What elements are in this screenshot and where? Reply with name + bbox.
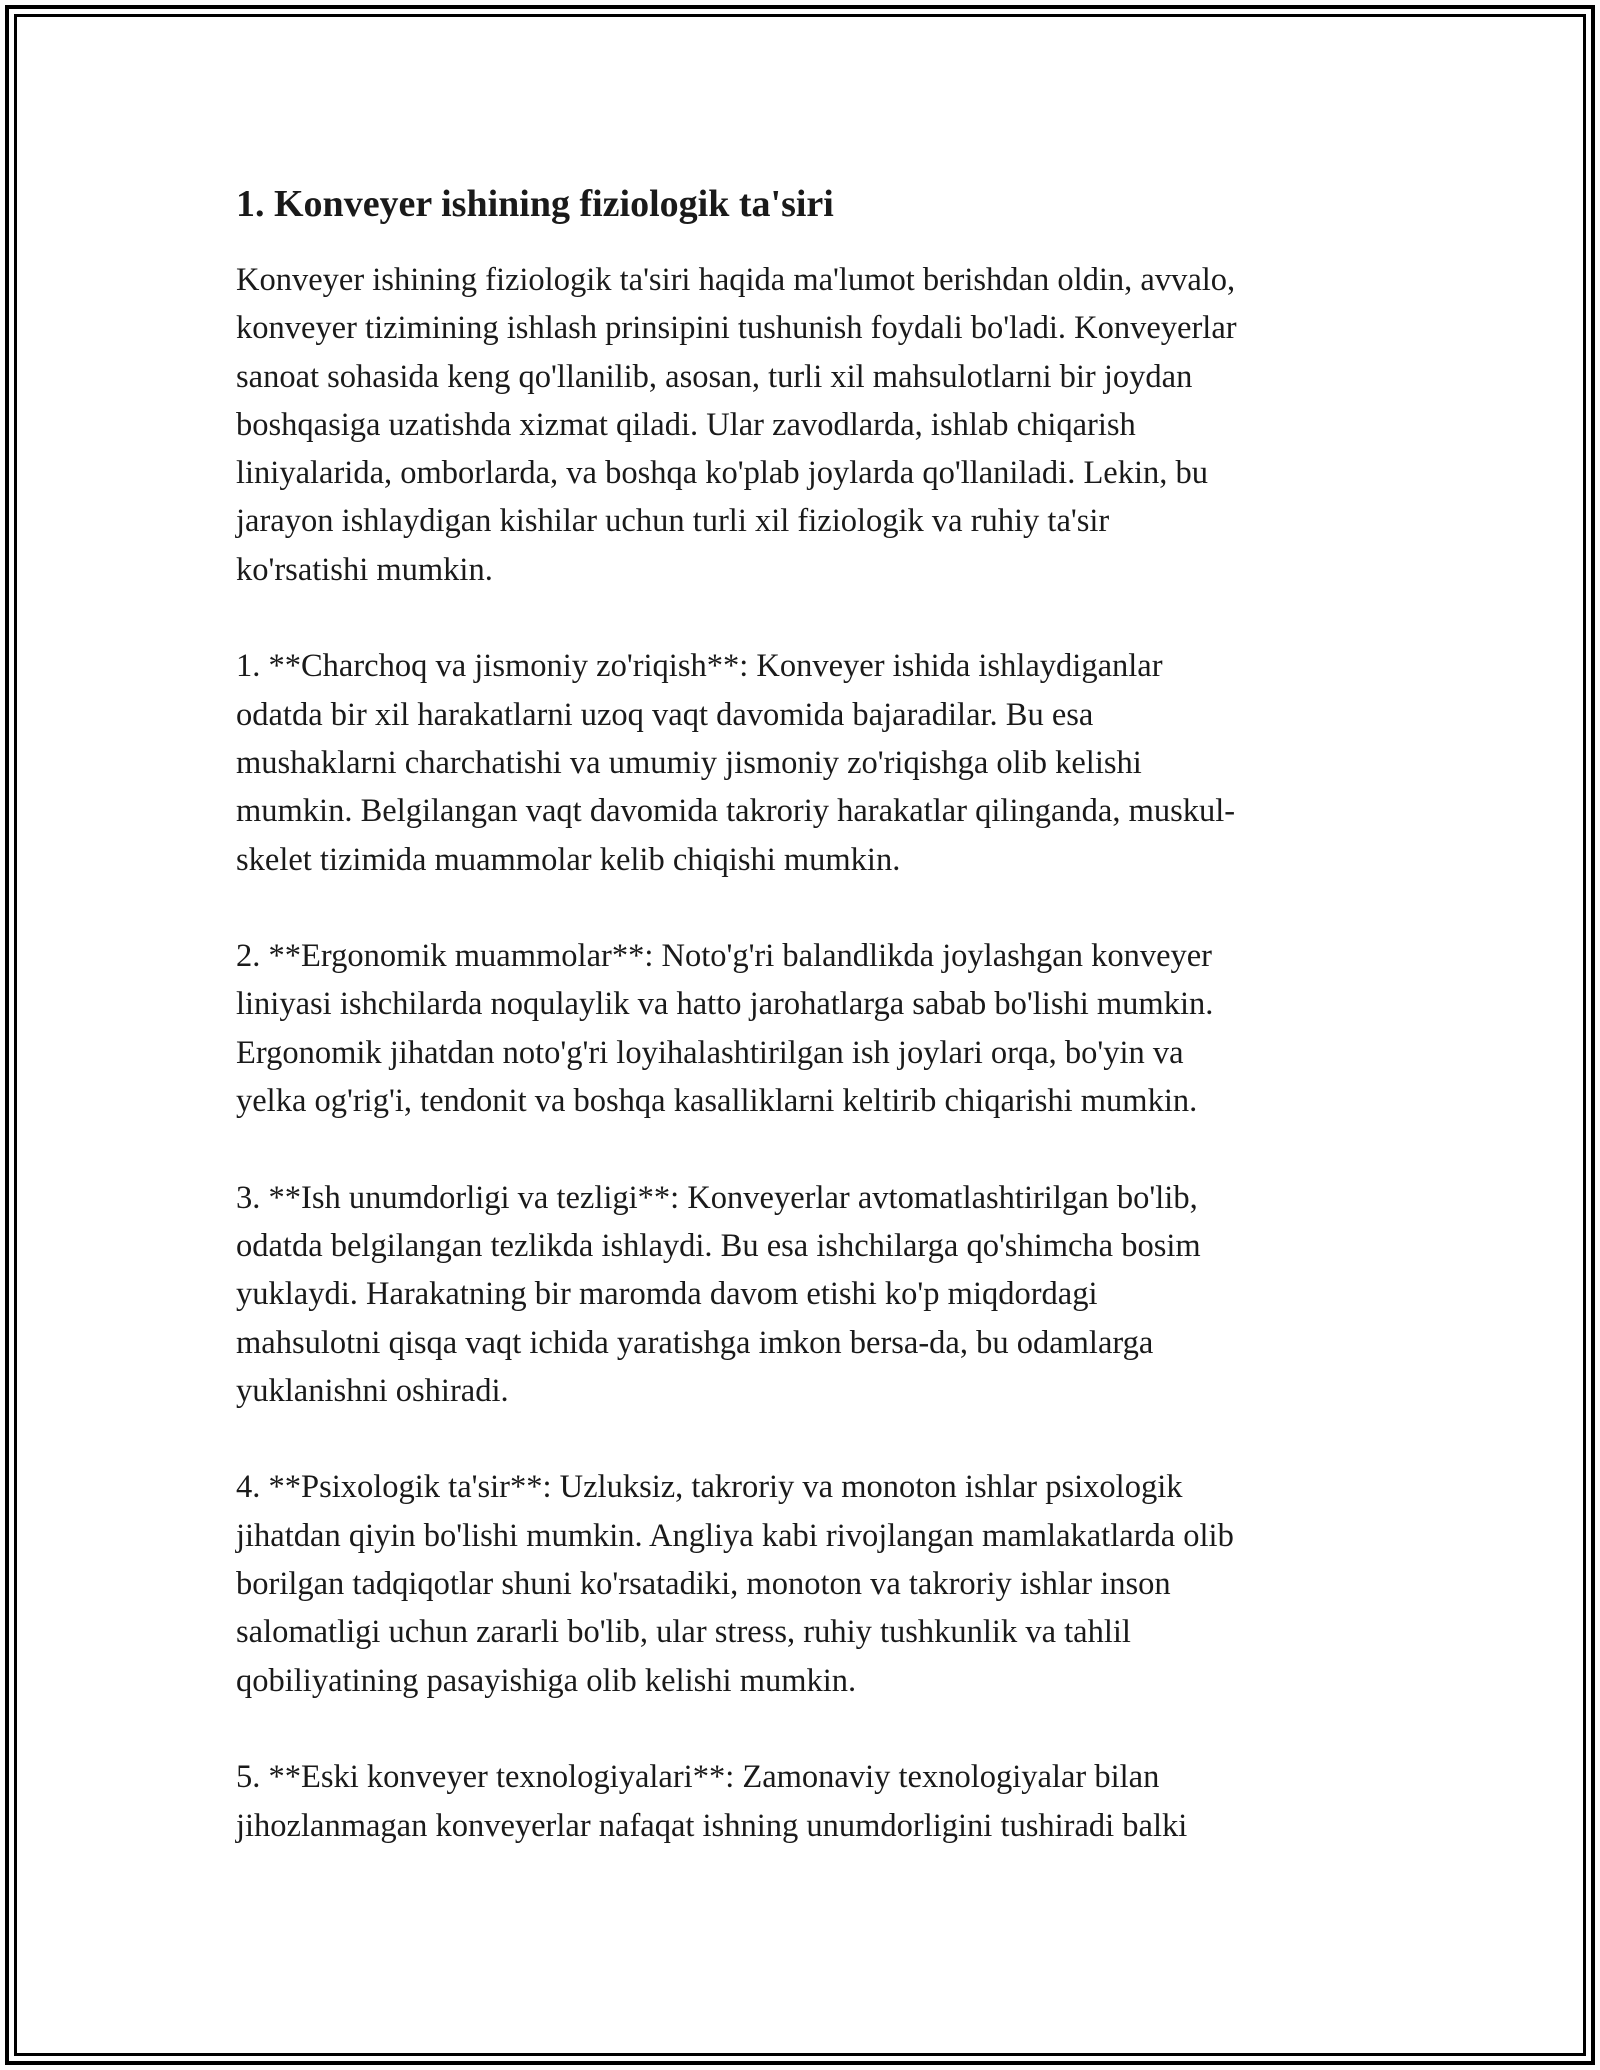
text-line: yelka og'rig'i, tendonit va boshqa kasalliklarni keltirib chiqarishi mumkin. bbox=[236, 1083, 1198, 1120]
text-line: Ergonomik jihatdan noto'g'ri loyihalashtirilgan ish joylari orqa, bo'yin va bbox=[236, 1034, 1184, 1071]
text-line: sanoat sohasida keng qo'llanilib, asosan, turli xil mahsulotlarni bir joydan bbox=[236, 358, 1193, 395]
text-line: boshqasiga uzatishda xizmat qiladi. Ular zavodlarda, ishlab chiqarish bbox=[236, 406, 1136, 443]
paragraph-item-4 bbox=[236, 1463, 1370, 1704]
paragraph-item-5 bbox=[236, 1753, 1370, 1850]
text-line: qobiliyatining pasayishiga olib kelishi mumkin. bbox=[236, 1662, 857, 1699]
text-line: ko'rsatishi mumkin. bbox=[236, 551, 493, 588]
document-title: 1. Konveyer ishining fiziologik ta'siri bbox=[236, 183, 834, 225]
document-page bbox=[236, 178, 1370, 1898]
text-line: liniyasi ishchilarda noqulaylik va hatto jarohatlarga sabab bo'lishi mumkin. bbox=[236, 986, 1214, 1023]
text-line: salomatligi uchun zararli bo'lib, ular stress, ruhiy tushkunlik va tahlil bbox=[236, 1614, 1131, 1651]
text-line: 5. **Eski konveyer texnologiyalari**: Zamonaviy texnologiyalar bilan bbox=[236, 1759, 1160, 1796]
text-line: Konveyer ishining fiziologik ta'siri haqida ma'lumot berishdan oldin, avvalo, bbox=[236, 262, 1236, 298]
text-line: 4. **Psixologik ta'sir**: Uzluksiz, takroriy va monoton ishlar psixologik bbox=[236, 1469, 1183, 1506]
text-line: liniyalarida, omborlarda, va boshqa ko'plab joylarda qo'llaniladi. Lekin, bu bbox=[236, 455, 1209, 492]
text-line: jihozlanmagan konveyerlar nafaqat ishning unumdorligini tushiradi balki bbox=[236, 1807, 1188, 1844]
paragraph-intro bbox=[236, 256, 1370, 594]
text-line: odatda belgilangan tezlikda ishlaydi. Bu esa ishchilarga qo'shimcha bosim bbox=[236, 1227, 1201, 1264]
text-line: yuklaydi. Harakatning bir maromda davom etishi ko'p miqdordagi bbox=[236, 1276, 1098, 1313]
text-line: borilgan tadqiqotlar shuni ko'rsatadiki, monoton va takroriy ishlar inson bbox=[236, 1566, 1171, 1603]
text-line: jihatdan qiyin bo'lishi mumkin. Angliya kabi rivojlangan mamlakatlarda olib bbox=[236, 1517, 1234, 1554]
text-line: odatda bir xil harakatlarni uzoq vaqt davomida bajaradilar. Bu esa bbox=[236, 696, 1094, 733]
text-line: mumkin. Belgilangan vaqt davomida takroriy harakatlar qilinganda, muskul- bbox=[236, 793, 1236, 830]
text-line: 3. **Ish unumdorligi va tezligi**: Konveyerlar avtomatlashtirilgan bo'lib, bbox=[236, 1179, 1198, 1216]
text-line: mushaklarni charchatishi va umumiy jismoniy zo'riqishga olib kelishi bbox=[236, 744, 1142, 781]
paragraph-item-3 bbox=[236, 1174, 1370, 1415]
paragraph-item-1 bbox=[236, 642, 1370, 883]
text-line: jarayon ishlaydigan kishilar uchun turli xil fiziologik va ruhiy ta'sir bbox=[236, 503, 1110, 540]
text-line: 2. **Ergonomik muammolar**: Noto'g'ri balandlikda joylashgan konveyer bbox=[236, 938, 1212, 975]
text-line: yuklanishni oshiradi. bbox=[236, 1372, 509, 1409]
paragraph-item-2 bbox=[236, 932, 1370, 1125]
text-line: skelet tizimida muammolar kelib chiqishi mumkin. bbox=[236, 841, 901, 878]
text-line: 1. **Charchoq va jismoniy zo'riqish**: Konveyer ishida ishlaydiganlar bbox=[236, 648, 1163, 685]
text-line: konveyer tizimining ishlash prinsipini tushunish foydali bo'ladi. Konveyerlar bbox=[236, 310, 1237, 347]
text-line: mahsulotni qisqa vaqt ichida yaratishga imkon bersa-da, bu odamlarga bbox=[236, 1324, 1154, 1361]
